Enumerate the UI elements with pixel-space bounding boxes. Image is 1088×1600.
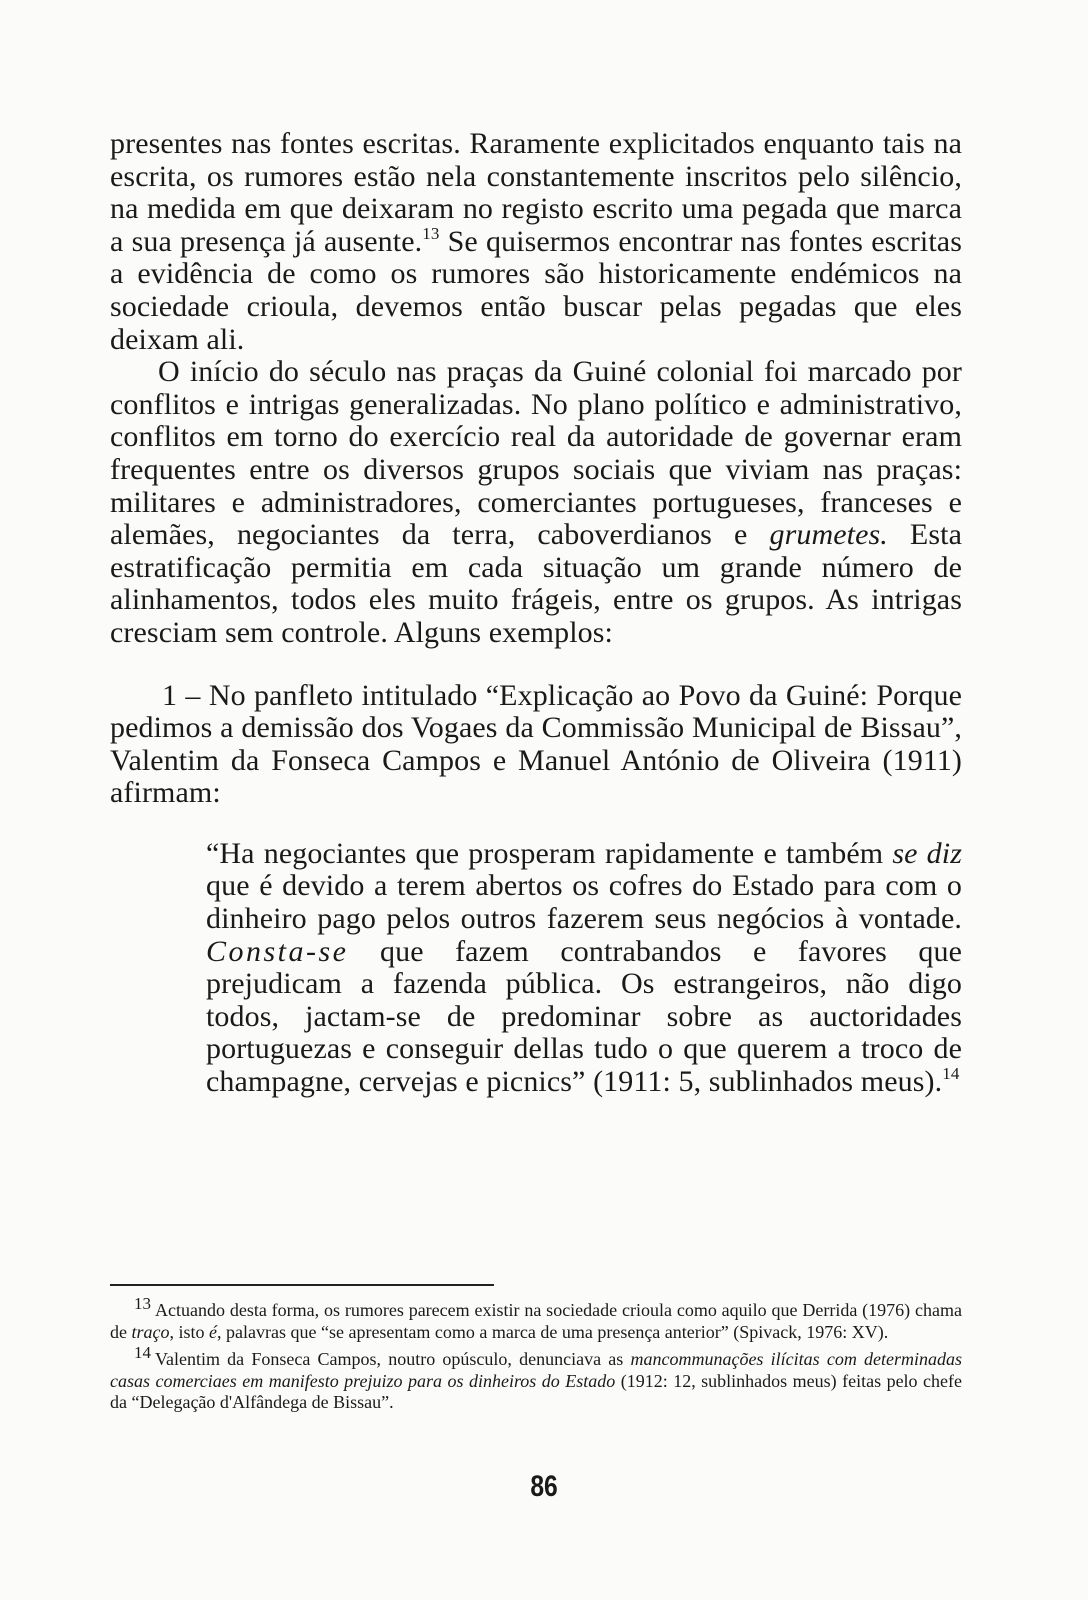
quote-text: que é devido a terem abertos os cofres do Estado para com o dinheiro pago pelos outros fazerem seus negócios à vontade. xyxy=(206,869,962,936)
footnote xyxy=(110,1294,962,1343)
paragraph-text: Esta estratificação permitia em cada situação um grande número de alinhamentos, todos eles muito frágeis, entre os grupos. As intrigas cresciam sem controle. Alguns exemplos: xyxy=(110,518,962,649)
footnote-text: , isto xyxy=(169,1321,210,1342)
footnotes xyxy=(110,1294,962,1414)
paragraph-gap xyxy=(110,650,962,680)
footnote-text: , palavras que “se apresentam como a marca de uma presença anterior” (Spivack, 1976: XV). xyxy=(217,1321,889,1342)
italic-text: se diz xyxy=(892,836,962,870)
footnote-reference[interactable]: 14 xyxy=(942,1064,960,1084)
footnote-text: (1912: 12, sublinhados meus) feitas pelo chefe da “Delegação d'Alfândega de Bissau”. xyxy=(110,1370,962,1412)
paragraph-text: Se quisermos encontrar nas fontes escritas a evidência de como os rumores são historicamente endémicos na sociedade crioula, devemos então buscar pelas pegadas que eles deixam ali. xyxy=(110,224,962,356)
paragraph xyxy=(110,128,962,356)
footnote-reference[interactable]: 13 xyxy=(422,223,440,243)
page-number: 86 xyxy=(530,1470,558,1503)
quote-text: “Ha negociantes que prosperam rapidamente e também xyxy=(206,836,893,870)
italic-text: é xyxy=(209,1321,218,1342)
italic-text: grumetes. xyxy=(769,518,888,552)
quote-text: que fazem contrabandos e favores que prejudicam a fazenda pública. Os estrangeiros, não digo todos, jactam-se de predominar sobre as auctoridades portuguezas e conseguir dellas tudo o que querem a troco de champagne, cervejas e picnics” (1911: 5, sublinhados meus). xyxy=(206,934,962,1099)
italic-text: mancommunações ilícitas com determinadas casas comerciaes em manifesto prejuizo para os dinheiros do Estado xyxy=(110,1349,962,1391)
paragraph xyxy=(110,356,962,649)
footnote-text: Valentim da Fonseca Campos, noutro opúsculo, denunciava as xyxy=(155,1349,631,1369)
spaced-italic-text: Consta-se xyxy=(206,934,349,968)
paragraph-text: O início do século nas praças da Guiné colonial foi marcado por conflitos e intrigas generalizadas. No plano político e administrativo, conflitos em torno do exercício real da autoridade de governar eram frequentes entre os diversos grupos sociais que viviam nas praças: militares e administradores, comerciantes portugueses, franceses e alemães, negociantes da terra, caboverdianos e xyxy=(110,355,962,552)
footnote-number: 14 xyxy=(134,1343,151,1362)
numbered-paragraph: 1 – No panfleto intitulado “Explicação ao Povo da Guiné: Porque pedimos a demissão dos Vogaes da Commissão Municipal de Bissau”, Valentim da Fonseca Campos e Manuel António de Oliveira (1911) afirmam: xyxy=(110,678,962,810)
footnote-number: 13 xyxy=(134,1294,151,1313)
block-quote xyxy=(206,838,962,1099)
footnote-text: Actuando desta forma, os rumores parecem existir na sociedade crioula como aquilo que Derrida (1976) chama de xyxy=(110,1300,962,1342)
italic-text: traço xyxy=(131,1321,170,1342)
paragraph-text: presentes nas fontes escritas. Raramente explicitados enquanto tais na escrita, os rumores estão nela constantemente inscritos pelo silêncio, na medida em que deixaram no registo escrito uma pegada que marca a sua presença já ausente. xyxy=(110,127,962,258)
footnote-divider xyxy=(110,1284,494,1286)
footnote xyxy=(110,1343,962,1414)
page-body xyxy=(110,128,962,1099)
